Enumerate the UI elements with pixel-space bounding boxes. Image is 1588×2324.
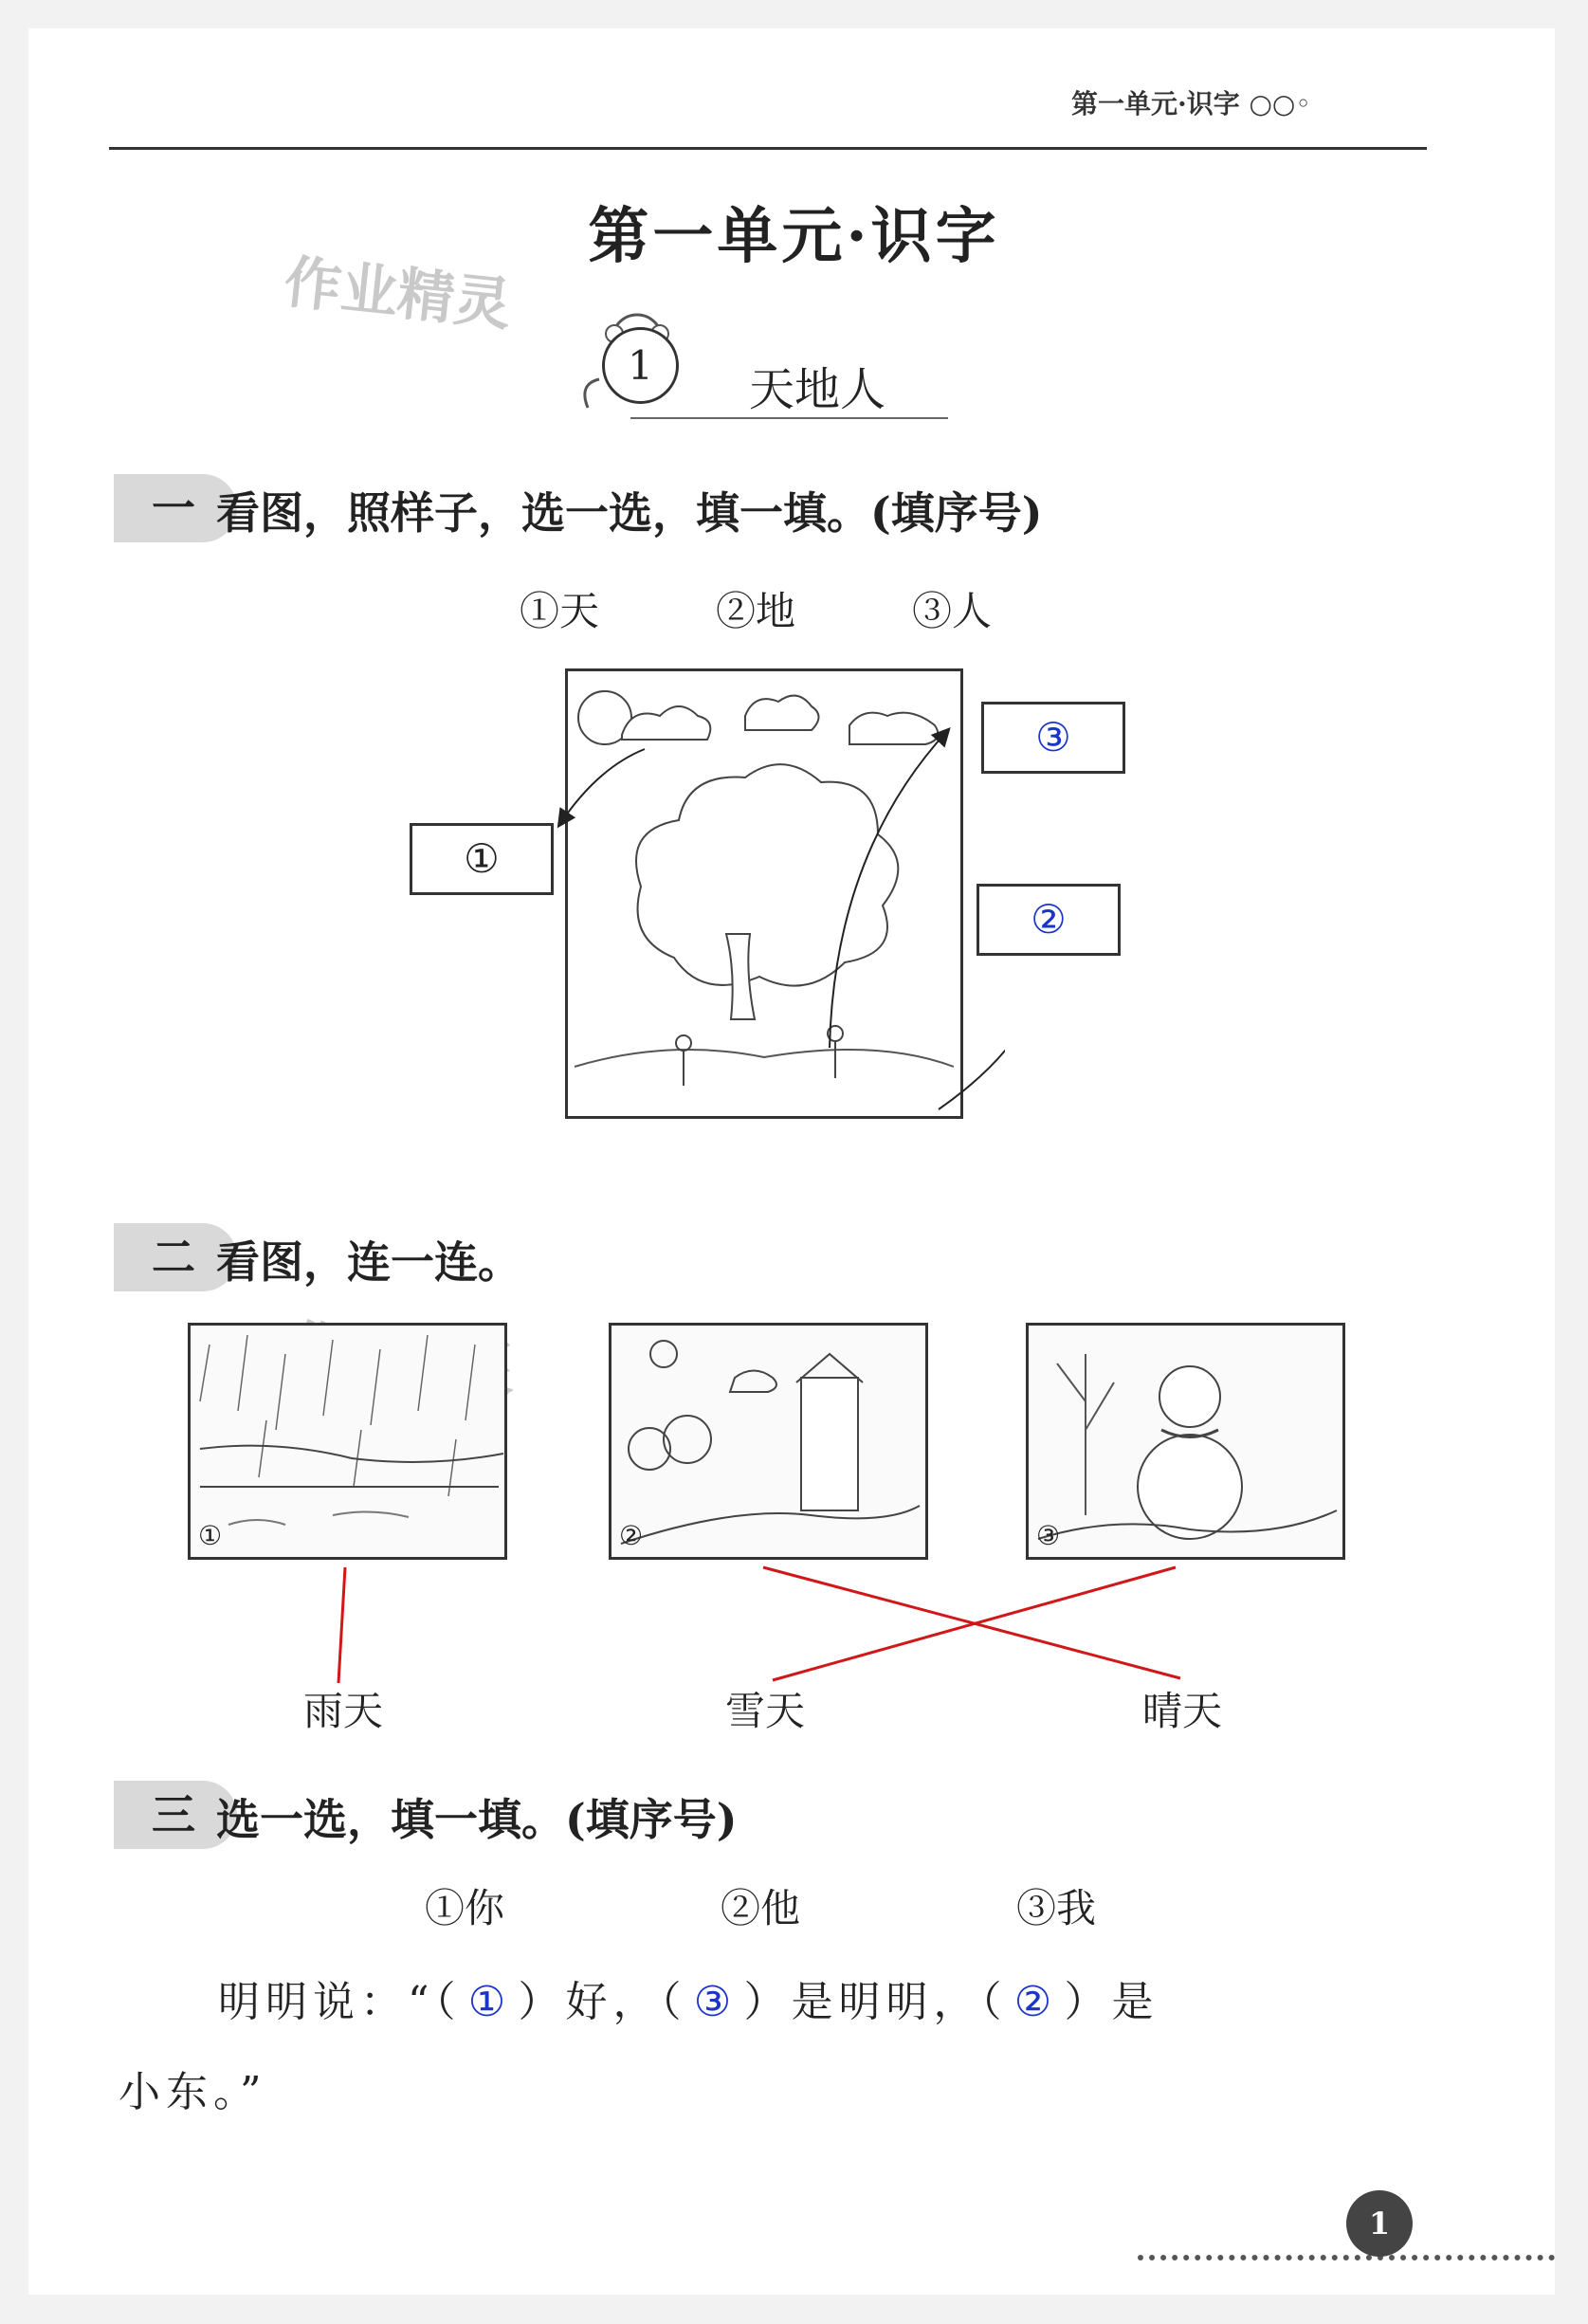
answer-box-sky[interactable]: ① <box>410 823 554 895</box>
sentence-start: 明明说：“（ <box>218 1978 462 2026</box>
watermark: 作业精灵 <box>281 248 515 339</box>
running-header: 第一单元·识字 ○○◦ <box>1071 88 1311 119</box>
page-title: 第一单元·识字 <box>588 201 1000 272</box>
page-number: 1 <box>1346 2190 1413 2257</box>
sentence-line-2: 小东。” <box>119 2068 267 2116</box>
section1-option-3: ③人 <box>912 588 993 634</box>
section2-badge: 二 <box>114 1223 237 1291</box>
sentence-line-1 <box>218 1967 1159 2028</box>
section1-arrows <box>531 721 1005 1147</box>
section3-option-3: ③我 <box>1016 1885 1097 1931</box>
sentence-end: ）是 <box>1064 1978 1159 2026</box>
section1-instruction: 看图，照样子，选一选，填一填。(填序号) <box>216 487 1043 539</box>
sentence-mid-1: ）好，（ <box>518 1978 687 2026</box>
word-snowy: 雪天 <box>725 1688 806 1734</box>
section1-option-1: ①天 <box>520 588 600 634</box>
picture-number-3: ③ <box>1036 1520 1061 1551</box>
snowy-picture <box>1026 1323 1345 1560</box>
picture-number-2: ② <box>619 1520 644 1551</box>
section3-instruction: 选一选，填一填。(填序号) <box>216 1794 738 1845</box>
lesson-title: 天地人 <box>749 363 886 416</box>
blank-1[interactable]: ① <box>467 1978 512 2026</box>
sentence-mid-2: ）是明明，（ <box>743 1978 1008 2026</box>
lesson-number: 1 <box>602 327 679 404</box>
section2-instruction: 看图，连一连。 <box>216 1236 521 1288</box>
section3-option-2: ②他 <box>721 1885 801 1931</box>
answer-box-ground[interactable]: ② <box>977 884 1121 956</box>
footer-dots <box>1138 2255 1555 2266</box>
matching-lines <box>322 1560 1223 1688</box>
section1-option-2: ②地 <box>716 588 796 634</box>
rainy-picture <box>188 1323 507 1560</box>
blank-3[interactable]: ② <box>1013 1978 1058 2026</box>
lesson-underline <box>630 417 948 419</box>
sunny-picture <box>609 1323 928 1560</box>
word-sunny: 晴天 <box>1142 1688 1223 1734</box>
header-rule <box>109 147 1427 150</box>
answer-box-person[interactable]: ③ <box>981 702 1125 774</box>
section3-option-1: ①你 <box>425 1885 505 1931</box>
blank-2[interactable]: ③ <box>693 1978 738 2026</box>
picture-number-1: ① <box>198 1520 223 1551</box>
section1-badge: 一 <box>114 474 237 542</box>
section3-badge: 三 <box>114 1781 237 1849</box>
word-rainy: 雨天 <box>303 1688 384 1734</box>
